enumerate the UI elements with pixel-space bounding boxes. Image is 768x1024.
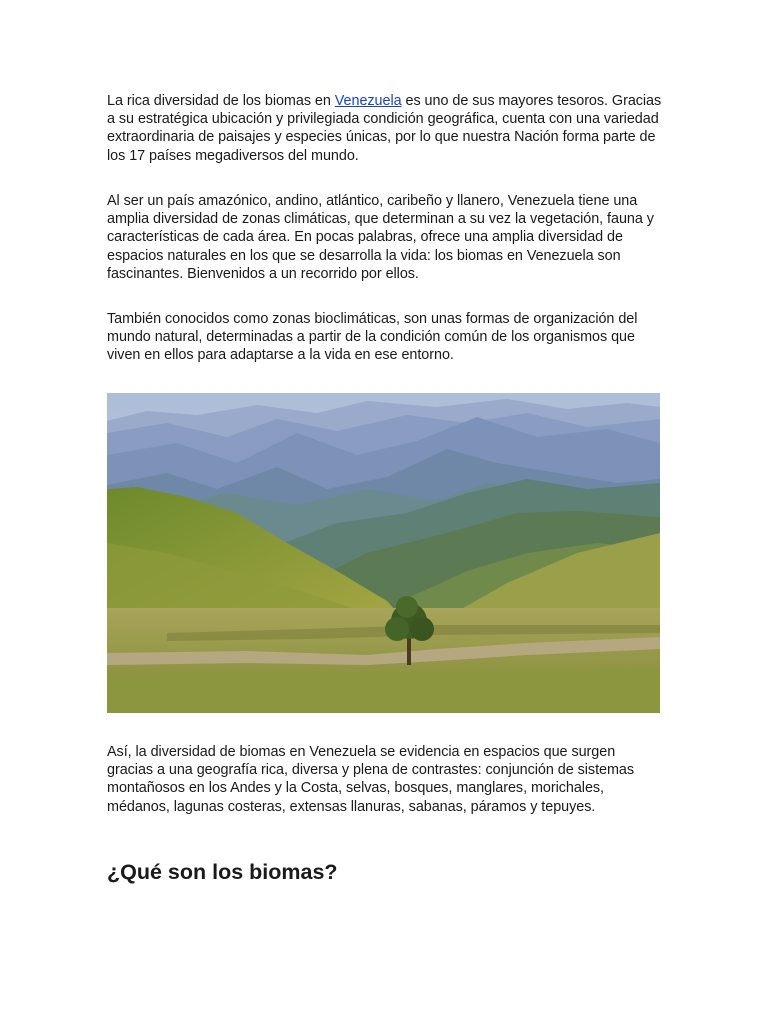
intro-text-end: es uno de sus mayores tesoros. Gracias a su estratégica ubicación y privilegiada condición geográfica, cuenta con una variedad extraordinaria de paisajes y especies únicas, por lo que nuestra Nación forma parte de los 17 países megadiversos del mundo. — [107, 93, 662, 164]
bioclimatic-paragraph: También conocidos como zonas bioclimáticas, son unas formas de organización del mundo natural, determinadas a partir de la condición común de los organismos que viven en ellos para adaptarse a la vida en ese entorno. — [107, 311, 638, 364]
section-heading: ¿Qué son los biomas? — [107, 860, 338, 884]
intro-paragraph — [107, 92, 662, 165]
venezuela-link[interactable]: Venezuela — [334, 93, 402, 109]
intro-text-start: La rica diversidad de los biomas en — [107, 93, 335, 109]
climate-paragraph: Al ser un país amazónico, andino, atlántico, caribeño y llanero, Venezuela tiene una amplia diversidad de zonas climáticas, que determinan a su vez la vegetación, fauna y características de cada área. En pocas palabras, ofrece una amplia diversidad de espacios naturales en los que se desarrolla la vida: los biomas en Venezuela son fascinantes. Bienvenidos a un recorrido por ellos. — [107, 193, 654, 282]
geography-paragraph: Así, la diversidad de biomas en Venezuela se evidencia en espacios que surgen gracias a una geografía rica, diversa y plena de contrastes: conjunción de sistemas montañosos en los Andes y la Costa, selvas, bosques, manglares, morichales, médanos, lagunas costeras, extensas llanuras, sabanas, páramos y tepuyes. — [107, 744, 635, 815]
mountain-landscape-photo — [107, 393, 660, 713]
